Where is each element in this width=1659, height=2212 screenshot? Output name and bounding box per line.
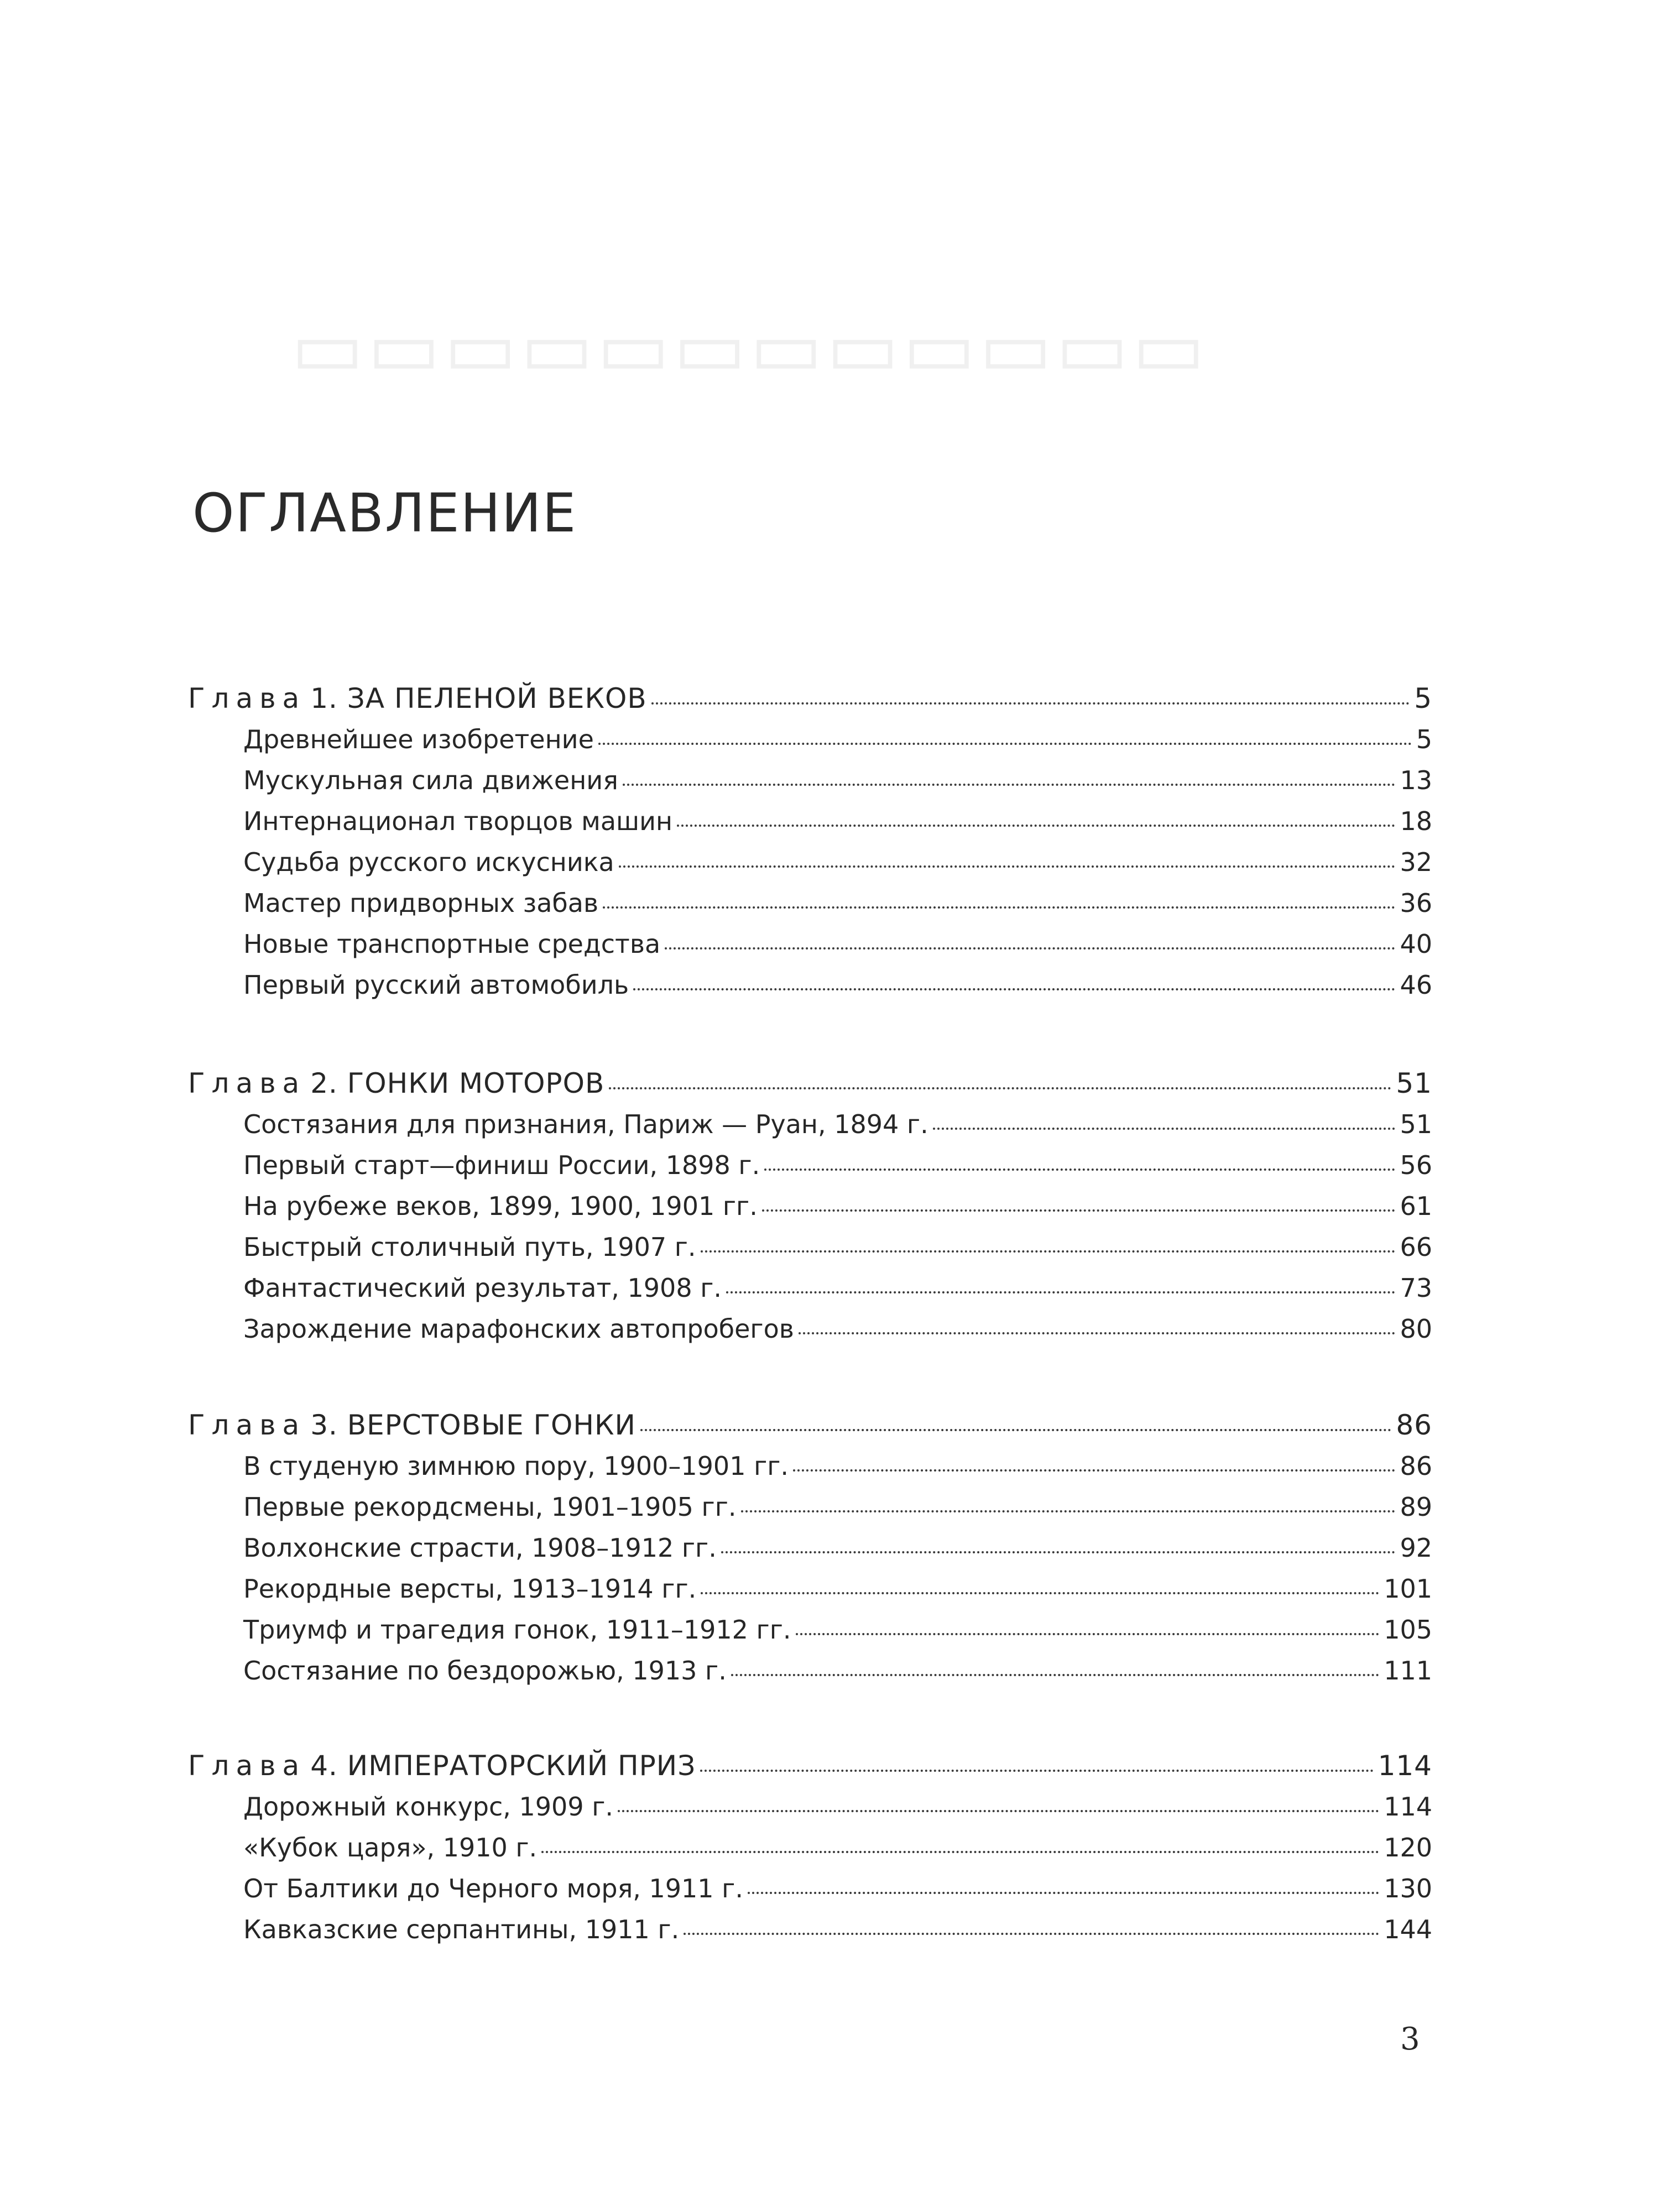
section-page-number: 73 [1400,1273,1432,1303]
section-title: Мускульная сила движения [243,765,618,795]
section-entry[interactable] [188,890,1432,931]
dot-leader [796,1631,1380,1635]
dot-leader [623,781,1396,786]
chapter-entry[interactable] [188,1411,1432,1453]
section-entry[interactable] [188,1794,1432,1835]
section-page-number: 111 [1384,1656,1432,1686]
section-title: Зарождение марафонских автопробегов [243,1314,794,1344]
dot-leader [618,1808,1379,1812]
section-entry[interactable] [188,1316,1432,1357]
section-page-number: 46 [1400,970,1432,1000]
section-title: Интернационал творцов машин [243,806,673,836]
chapter-block-4 [188,1752,1432,1958]
chapter-label [188,1411,636,1439]
dot-leader [677,822,1395,827]
dot-leader [603,904,1395,909]
dot-leader [731,1672,1379,1676]
chapter-entry[interactable] [188,1752,1432,1794]
section-page-number: 80 [1400,1314,1432,1344]
dot-leader [701,1590,1379,1594]
chapter-block-3 [188,1411,1432,1699]
section-title: Первый русский автомобиль [243,970,629,1000]
section-title: Волхонские страсти, 1908–1912 гг. [243,1533,717,1563]
section-page-number: 61 [1400,1191,1432,1221]
dot-leader [764,1166,1395,1171]
chapter-word: Глава [188,1750,306,1782]
section-title: Состязание по бездорожью, 1913 г. [243,1656,727,1686]
chapter-word: Глава [188,682,306,714]
chapter-entry[interactable] [188,1067,1432,1112]
section-entry[interactable] [188,849,1432,890]
section-page-number: 66 [1400,1232,1432,1262]
section-title: Триумф и трагедия гонок, 1911–1912 гг. [243,1615,791,1645]
section-title: Мастер придворных забав [243,888,599,918]
chapter-entry[interactable] [188,682,1432,727]
chapter-title: 4. ИМПЕРАТОРСКИЙ ПРИЗ [310,1750,696,1782]
bleed-through-decoration: ▭▭▭▭▭▭▭▭▭▭▭▭ [288,303,1206,393]
section-title: Дорожный конкурс, 1909 г. [243,1792,613,1822]
section-page-number: 92 [1400,1533,1432,1563]
section-entry[interactable] [188,1494,1432,1535]
section-entry[interactable] [188,1234,1432,1275]
dot-leader [748,1890,1379,1894]
section-entry[interactable] [188,1658,1432,1699]
section-title: Состязания для признания, Париж — Руан, 1894 г. [243,1109,928,1139]
dot-leader [609,1085,1391,1089]
section-page-number: 89 [1400,1492,1432,1522]
section-page-number: 32 [1400,847,1432,877]
dot-leader [933,1125,1396,1130]
section-page-number: 56 [1400,1150,1432,1180]
section-page-number: 105 [1384,1615,1432,1645]
section-entry[interactable] [188,1152,1432,1193]
dot-leader [640,1427,1391,1431]
section-entry[interactable] [188,808,1432,849]
dot-leader [665,945,1395,950]
section-title: Первый старт—финиш России, 1898 г. [243,1150,760,1180]
section-entry[interactable] [188,765,1432,808]
chapter-title: 2. ГОНКИ МОТОРОВ [310,1067,605,1099]
dot-leader [700,1767,1373,1772]
dot-leader [762,1207,1396,1212]
section-entry[interactable] [188,1535,1432,1576]
section-page-number: 120 [1384,1833,1432,1863]
section-page-number: 40 [1400,929,1432,959]
section-page-number: 51 [1400,1109,1432,1139]
chapter-page-number: 51 [1396,1067,1432,1099]
chapter-page-number: 114 [1378,1750,1432,1782]
section-title: Судьба русского искусника [243,847,614,877]
dot-leader [726,1289,1395,1293]
page-number: 3 [1400,2021,1420,2057]
chapter-block-2 [188,1067,1432,1357]
section-entry[interactable] [188,1876,1432,1917]
section-entry[interactable] [188,1275,1432,1316]
chapter-word: Глава [188,1409,306,1441]
section-title: «Кубок царя», 1910 г. [243,1833,538,1863]
section-title: Первые рекордсмены, 1901–1905 гг. [243,1492,737,1522]
section-title: Быстрый столичный путь, 1907 г. [243,1232,696,1262]
dot-leader [651,700,1410,705]
chapter-label [188,1067,605,1099]
section-page-number: 5 [1416,724,1432,754]
chapter-title: 3. ВЕРСТОВЫЕ ГОНКИ [310,1409,636,1441]
section-entry[interactable] [188,1576,1432,1617]
section-title: Кавказские серпантины, 1911 г. [243,1914,680,1944]
section-entry[interactable] [188,724,1432,768]
section-page-number: 36 [1400,888,1432,918]
section-page-number: 114 [1384,1792,1432,1822]
section-entry[interactable] [188,972,1432,1013]
dot-leader [633,986,1395,990]
chapter-page-number: 86 [1396,1409,1432,1441]
section-entry[interactable] [188,1193,1432,1234]
dot-leader [701,1248,1396,1253]
section-entry[interactable] [188,1914,1432,1958]
dot-leader [619,863,1396,868]
chapter-page-number: 5 [1414,682,1432,714]
chapter-word: Глава [188,1067,306,1099]
dot-leader [598,740,1412,745]
section-page-number: 130 [1384,1874,1432,1903]
section-entry[interactable] [188,1835,1432,1876]
section-entry[interactable] [188,1109,1432,1152]
section-page-number: 144 [1384,1914,1432,1944]
section-page-number: 13 [1400,765,1432,795]
dot-leader [541,1849,1379,1853]
section-title: На рубеже веков, 1899, 1900, 1901 гг. [243,1191,758,1221]
section-page-number: 86 [1400,1451,1432,1481]
section-page-number: 18 [1400,806,1432,836]
dot-leader [799,1330,1396,1334]
section-title: Фантастический результат, 1908 г. [243,1273,722,1303]
section-entry[interactable] [188,1617,1432,1658]
dot-leader [741,1508,1396,1512]
section-title: Древнейшее изобретение [243,724,594,754]
section-title: Новые транспортные средства [243,929,661,959]
section-page-number: 101 [1384,1574,1432,1604]
chapter-label [188,682,647,714]
section-title: От Балтики до Черного моря, 1911 г. [243,1874,743,1903]
section-entry[interactable] [188,1453,1432,1494]
toc-heading: ОГЛАВЛЕНИЕ [192,482,577,544]
chapter-label [188,1752,696,1780]
dot-leader [684,1931,1379,1935]
section-title: Рекордные версты, 1913–1914 гг. [243,1574,697,1604]
chapter-block-1 [188,682,1432,1013]
chapter-title: 1. ЗА ПЕЛЕНОЙ ВЕКОВ [310,682,647,714]
section-entry[interactable] [188,931,1432,972]
dot-leader [721,1549,1396,1553]
section-title: В студеную зимнюю пору, 1900–1901 гг. [243,1451,789,1481]
dot-leader [793,1467,1395,1472]
